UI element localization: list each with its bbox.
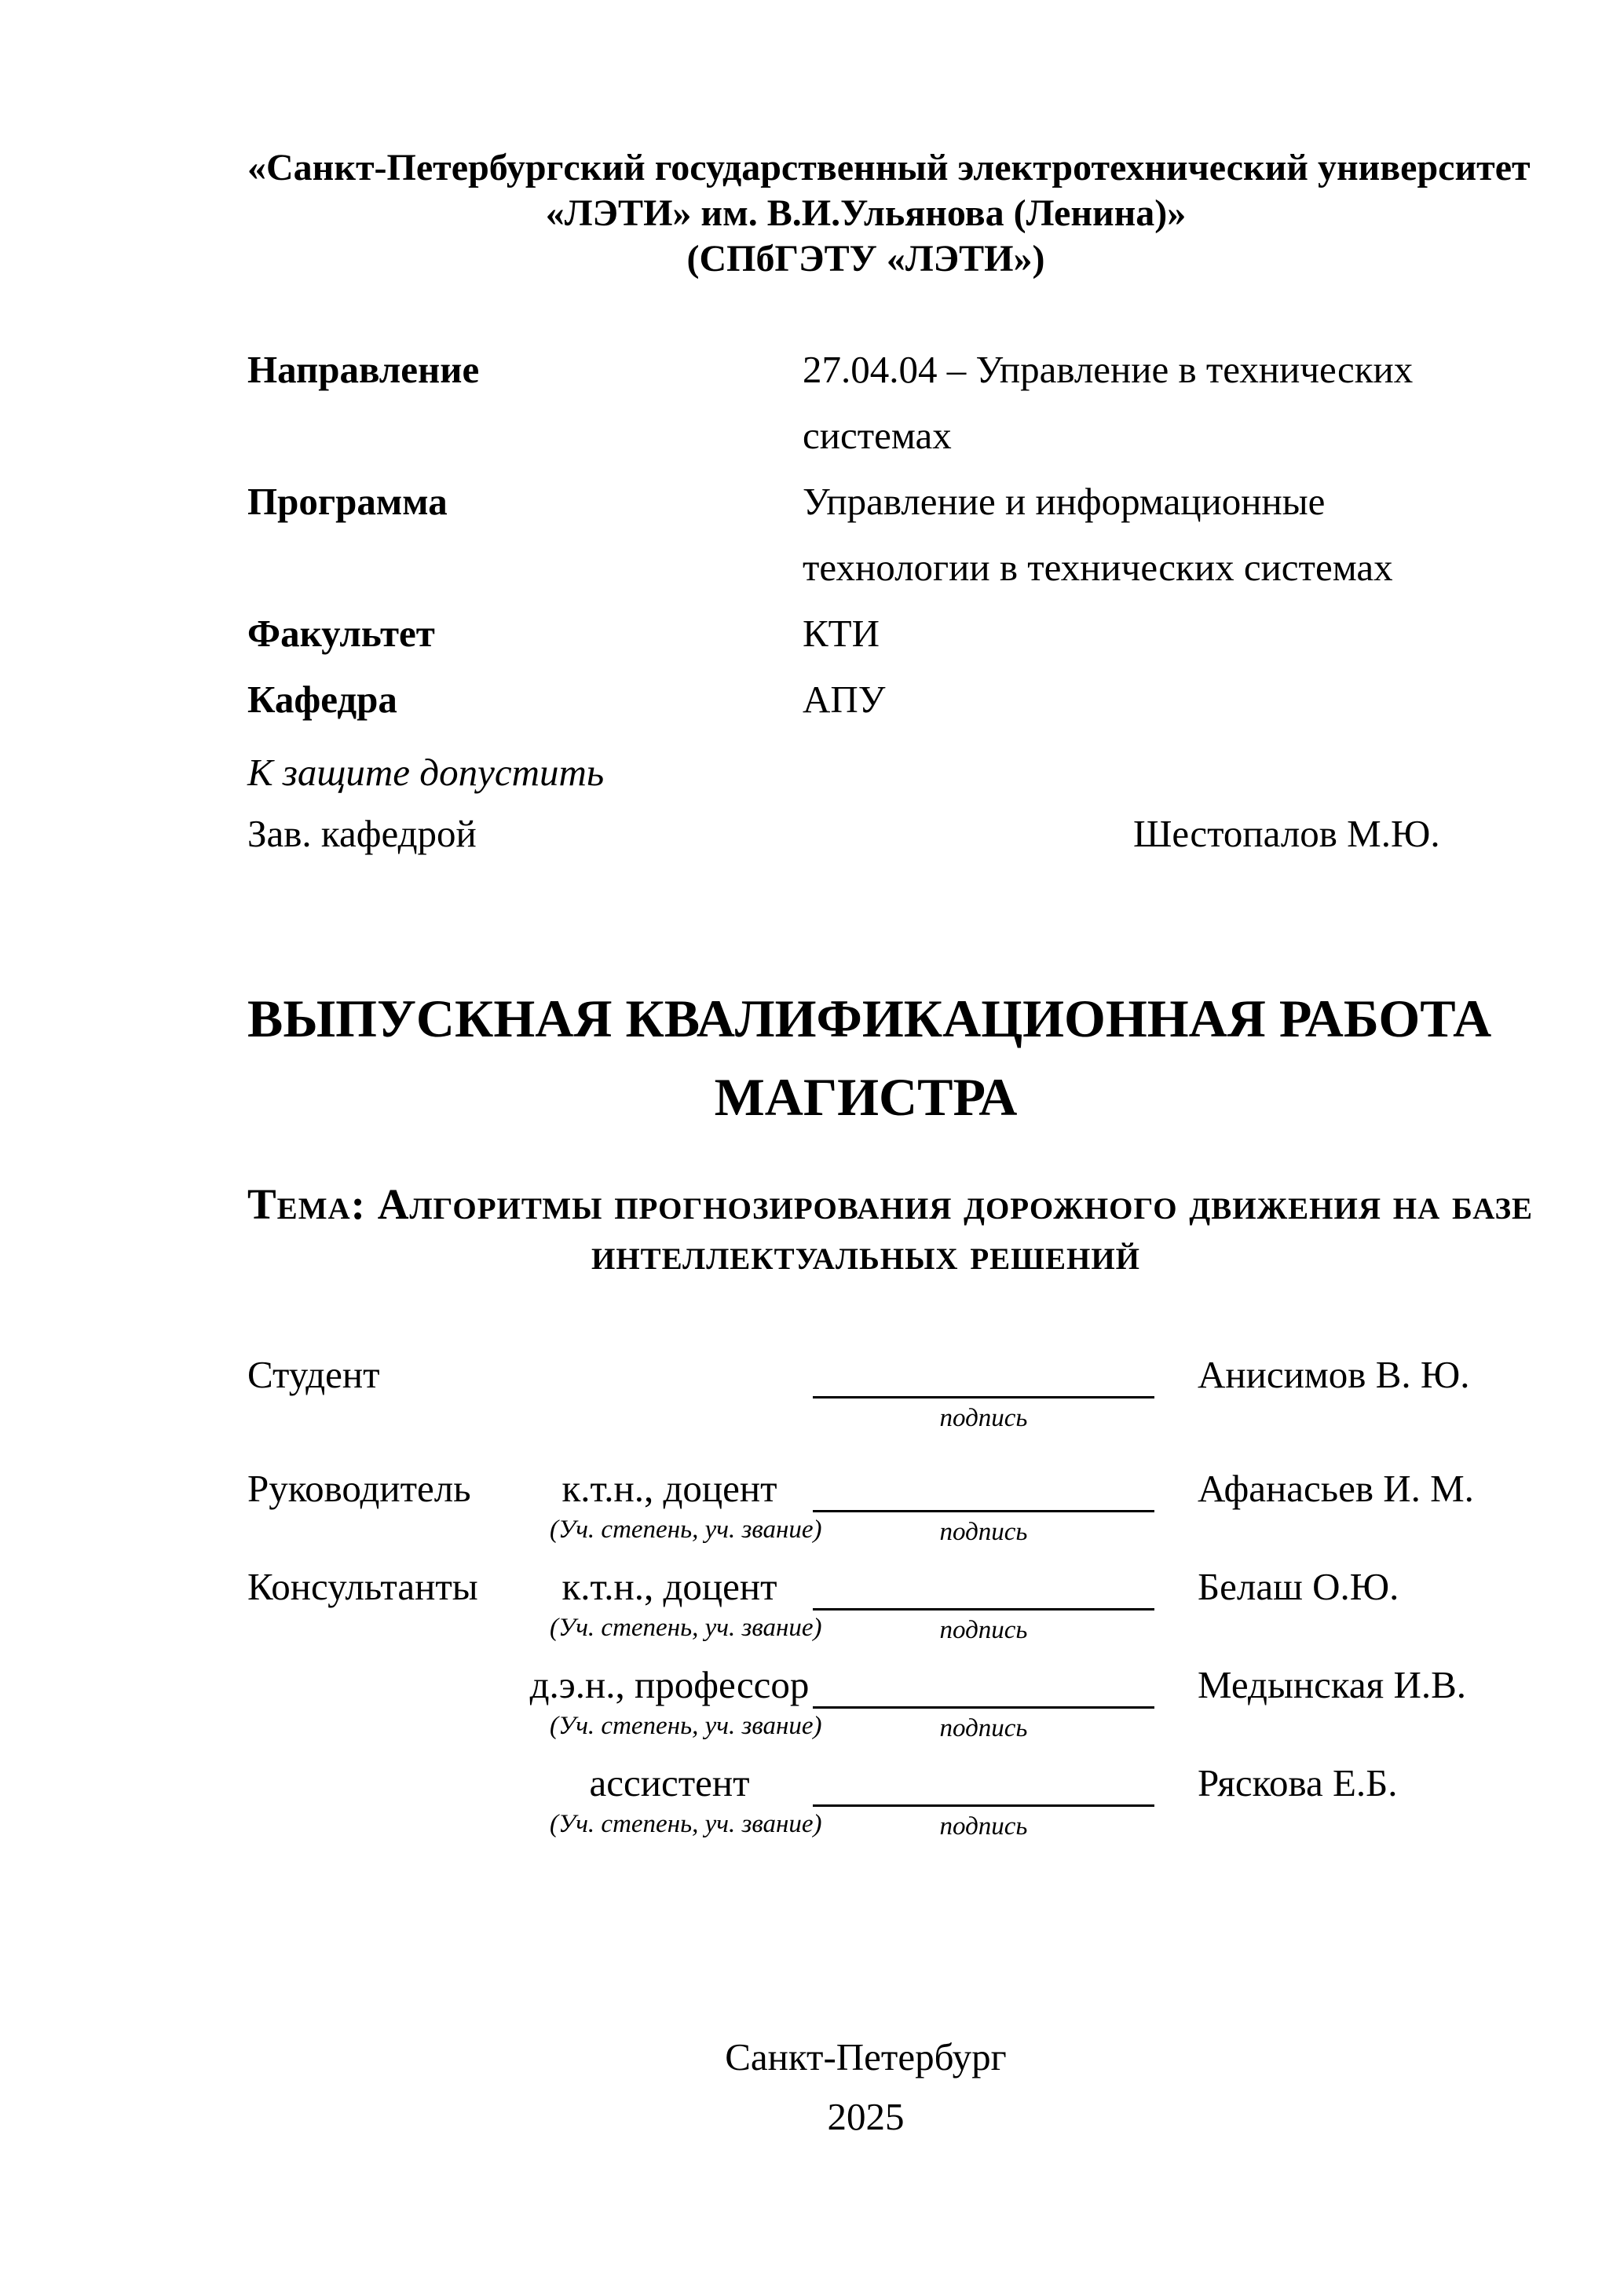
consultant-1-degree-cell [550, 1556, 822, 1643]
consultant-3-degree-text: ассистент [589, 1761, 750, 1804]
consultant-2-signature-line [813, 1654, 1154, 1709]
requisites-block [247, 337, 1484, 733]
footer-block [247, 2027, 1484, 2147]
student-name: Анисимов В. Ю. [1198, 1353, 1470, 1396]
consultant-1-degree-text: к.т.н., доцент [561, 1565, 777, 1608]
supervisor-degree [550, 1464, 789, 1513]
signature-row-student [247, 1344, 1484, 1442]
university-header-line-3: (СПбГЭТУ «ЛЭТИ») [686, 238, 1045, 280]
consultant-1-signature-cell [813, 1556, 1154, 1645]
consultant-2-name: Медынская И.В. [1198, 1663, 1467, 1706]
admission-block [247, 745, 1484, 861]
consultant-3-degree [550, 1759, 789, 1808]
consultant-2-degree [529, 1661, 810, 1709]
work-title-line-1: ВЫПУСКНАЯ КВАЛИФИКАЦИОННАЯ РАБОТА [247, 989, 1492, 1048]
consultant-1-degree-caption: (Уч. степень, уч. звание) [550, 1614, 822, 1642]
department-head-label: Зав. кафедрой [247, 812, 477, 855]
faculty-label: Факультет [247, 612, 435, 655]
direction-row [247, 337, 1484, 469]
consultant-3-signature-line [813, 1753, 1154, 1807]
consultant-1-signature-caption: подпись [939, 1616, 1028, 1644]
work-title-line-2: МАГИСТРА [714, 1067, 1018, 1127]
consultant-2-degree-text: д.э.н., профессор [529, 1663, 810, 1706]
empty-role-cell [247, 1753, 550, 1759]
consultant-2-degree-cell [529, 1654, 822, 1741]
department-row [247, 667, 1484, 733]
program-value-line-2: технологии в технических системах [803, 546, 1393, 589]
student-degree-cell [550, 1344, 789, 1351]
signature-row-consultant-2 [247, 1654, 1484, 1753]
supervisor-name: Афанасьев И. М. [1198, 1467, 1474, 1510]
consultant-3-signature-caption: подпись [939, 1812, 1028, 1841]
topic-block [247, 1179, 1534, 1280]
direction-value-line-1: 27.04.04 – Управление в технических [803, 348, 1414, 391]
supervisor-degree-caption: (Уч. степень, уч. звание) [550, 1515, 822, 1544]
supervisor-degree-text: к.т.н., доцент [561, 1467, 777, 1510]
student-signature-cell [813, 1344, 1154, 1433]
faculty-value: КТИ [803, 612, 880, 655]
supervisor-role-label: Руководитель [247, 1467, 471, 1510]
consultant-2-signature-cell [813, 1654, 1154, 1743]
supervisor-signature-caption: подпись [939, 1518, 1028, 1546]
consultant-1-name: Белаш О.Ю. [1198, 1565, 1399, 1608]
consultant-2-degree-caption: (Уч. степень, уч. звание) [550, 1712, 822, 1740]
consultant-2-signature-caption: подпись [939, 1714, 1028, 1742]
signature-row-consultant-1 [247, 1556, 1484, 1654]
consultants-role-label: Консультанты [247, 1565, 478, 1608]
department-head-name: Шестопалов М.Ю. [1133, 812, 1440, 855]
supervisor-signature-cell [813, 1458, 1154, 1547]
admission-phrase: К защите допустить [247, 751, 605, 794]
faculty-row [247, 601, 1484, 667]
university-header-line-1: «Санкт-Петербургский государственный электротехнический университет [247, 147, 1531, 188]
footer-city: Санкт-Петербург [725, 2035, 1007, 2078]
department-value: АПУ [803, 678, 886, 721]
direction-label: Направление [247, 348, 480, 391]
signature-row-supervisor [247, 1458, 1484, 1556]
consultant-3-name: Ряскова Е.Б. [1198, 1761, 1398, 1804]
program-label: Программа [247, 480, 448, 523]
student-signature-caption: подпись [939, 1404, 1028, 1432]
work-title [247, 979, 1492, 1136]
topic-line-1: Тема: Алгоритмы прогнозирования дорожного движения на базе [247, 1180, 1534, 1228]
program-value-line-1: Управление и информационные [803, 480, 1326, 523]
consultant-1-degree [550, 1563, 789, 1611]
department-head-row [247, 806, 1484, 861]
direction-value-line-2: системах [803, 414, 952, 457]
student-role-label: Студент [247, 1353, 380, 1396]
signature-row-consultant-3 [247, 1753, 1484, 1851]
topic-line-2: интеллектуальных решений [591, 1230, 1141, 1278]
signatures-block [247, 1344, 1484, 1851]
consultant-3-signature-cell [813, 1753, 1154, 1841]
empty-role-cell [247, 1654, 550, 1661]
consultant-3-degree-cell [550, 1753, 822, 1839]
student-signature-line [813, 1344, 1154, 1398]
university-header-line-2: «ЛЭТИ» им. В.И.Ульянова (Ленина)» [545, 192, 1187, 234]
consultant-3-degree-caption: (Уч. степень, уч. звание) [550, 1810, 822, 1838]
university-header [247, 145, 1531, 282]
direction-value [803, 337, 1484, 469]
department-label: Кафедра [247, 678, 397, 721]
program-row [247, 469, 1484, 601]
footer-year: 2025 [827, 2095, 905, 2138]
supervisor-signature-line [813, 1458, 1154, 1512]
program-value [803, 469, 1484, 601]
consultant-1-signature-line [813, 1556, 1154, 1610]
supervisor-degree-cell [550, 1458, 822, 1545]
